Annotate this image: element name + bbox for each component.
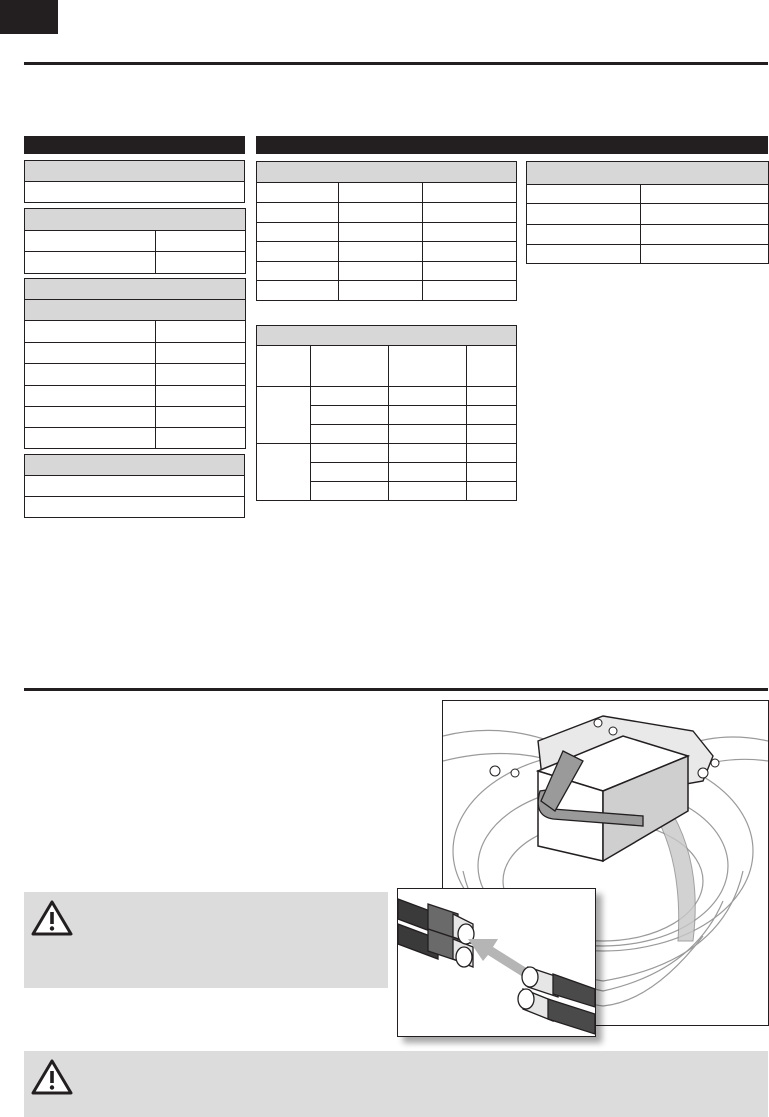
left-column-header-bar	[24, 136, 245, 154]
table-row	[25, 476, 245, 497]
table-row	[257, 242, 517, 262]
warning-triangle-icon	[31, 1059, 73, 1095]
spec-table-e	[256, 161, 517, 301]
connector-drawing	[398, 889, 595, 1036]
table-g-header	[527, 162, 769, 185]
table-row	[25, 386, 246, 407]
table-row	[25, 407, 246, 428]
spec-table-a	[24, 160, 245, 203]
table-row	[527, 204, 769, 225]
table-f-header	[257, 326, 517, 346]
battery-connector-illustration	[397, 888, 596, 1037]
page-number-tab	[0, 0, 58, 34]
section-rule-bottom	[24, 688, 768, 691]
caution-box-1	[24, 892, 388, 988]
spec-table-c	[24, 278, 246, 449]
table-f-column-headers	[257, 346, 517, 387]
table-row	[257, 262, 517, 281]
row-group-2	[257, 444, 311, 501]
table-row	[25, 428, 246, 449]
table-row	[527, 225, 769, 245]
table-row	[25, 343, 246, 364]
table-a-header	[25, 161, 245, 182]
table-c-subheader	[25, 300, 246, 321]
right-column-header-bar	[256, 136, 768, 154]
table-row	[25, 497, 245, 518]
spec-table-f	[256, 325, 517, 501]
table-row	[527, 185, 769, 204]
table-d-header	[25, 455, 245, 476]
table-row	[257, 223, 517, 242]
table-row	[257, 183, 517, 203]
table-c-header	[25, 279, 246, 300]
warning-triangle-icon	[31, 900, 73, 936]
table-row	[25, 364, 246, 386]
table-row	[527, 245, 769, 264]
table-row	[257, 387, 517, 406]
caution-box-2	[24, 1051, 768, 1117]
table-e-header	[257, 162, 517, 183]
section-rule-top	[24, 62, 768, 65]
table-row	[257, 281, 517, 301]
table-row	[25, 182, 245, 203]
table-b-header	[25, 209, 246, 231]
table-row	[257, 444, 517, 463]
spec-table-g	[526, 161, 769, 264]
table-row	[25, 321, 246, 343]
table-row	[25, 231, 246, 252]
table-row	[25, 252, 246, 274]
spec-table-d	[24, 454, 245, 518]
row-group-1	[257, 387, 311, 444]
spec-table-b	[24, 208, 246, 274]
table-row	[257, 203, 517, 223]
